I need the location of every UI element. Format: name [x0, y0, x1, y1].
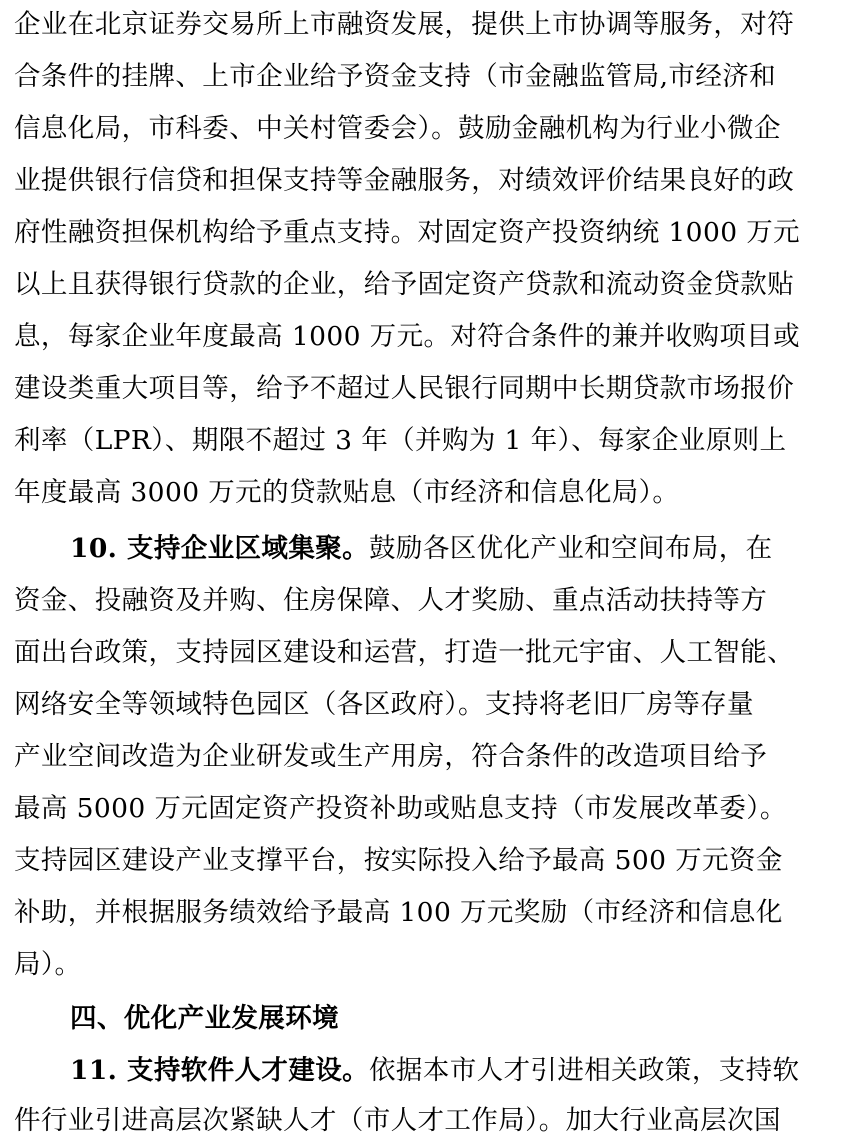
line-text: 资金、投融资及并购、住房保障、人才奖励、重点活动扶持等方	[14, 585, 768, 616]
line-text: 信息化局，市科委、中关村管委会）。鼓励金融机构为行业小微企	[14, 113, 781, 144]
line-text: 息，每家企业年度最高 1000 万元。对符合条件的兼并收购项目或	[14, 321, 801, 352]
line-text: 年度最高 3000 万元的贷款贴息（市经济和信息化局）。	[14, 477, 680, 508]
paragraph-line	[14, 208, 800, 258]
paragraph-line	[14, 52, 776, 102]
line-text: 网络安全等领域特色园区（各区政府）。支持将老旧厂房等存量	[14, 689, 754, 720]
line-text: 府性融资担保机构给予重点支持。对固定资产投资纳统 1000 万元	[14, 217, 801, 248]
paragraph-line	[14, 576, 767, 626]
line-text: 企业在北京证券交易所上市融资发展，提供上市协调等服务，对符	[14, 9, 795, 40]
section-title: 四、优化产业发展环境	[70, 1003, 339, 1034]
line-text: 利率（LPR）、期限不超过 3 年（并购为 1 年）、每家企业原则上	[14, 425, 787, 456]
item-heading: 10. 支持企业区域集聚。	[70, 533, 370, 564]
paragraph-line	[14, 1096, 781, 1146]
paragraph-line	[14, 0, 794, 50]
line-text: 合条件的挂牌、上市企业给予资金支持（市金融监管局,市经济和	[14, 61, 777, 92]
line-text: 产业空间改造为企业研发或生产用房，符合条件的改造项目给予	[14, 741, 768, 772]
line-text: 补助，并根据服务绩效给予最高 100 万元奖励（市经济和信息化	[14, 897, 783, 928]
item-line	[70, 524, 773, 574]
line-text: 建设类重大项目等，给予不超过人民银行同期中长期贷款市场报价	[14, 373, 795, 404]
paragraph-line	[14, 364, 794, 414]
paragraph-line	[14, 732, 767, 782]
paragraph-line	[14, 628, 794, 678]
line-text: 最高 5000 万元固定资产投资补助或贴息支持（市发展改革委）。	[14, 793, 787, 824]
paragraph-line	[14, 836, 783, 886]
line-text: 局）。	[14, 949, 82, 980]
line-text: 鼓励各区优化产业和空间布局，在	[369, 533, 773, 564]
paragraph-line	[14, 312, 800, 362]
item-heading: 11. 支持软件人才建设。	[70, 1055, 370, 1086]
paragraph-line	[14, 104, 781, 154]
line-text: 以上且获得银行贷款的企业，给予固定资产贷款和流动资金贷款贴	[14, 269, 795, 300]
paragraph-line	[14, 468, 679, 518]
paragraph-line	[14, 156, 794, 206]
paragraph-line	[14, 784, 787, 834]
item-line	[70, 1046, 799, 1096]
paragraph-line	[14, 940, 81, 990]
paragraph-line	[14, 888, 783, 938]
line-text: 业提供银行信贷和担保支持等金融服务，对绩效评价结果良好的政	[14, 165, 795, 196]
line-text: 依据本市人才引进相关政策，支持软	[369, 1055, 800, 1086]
section-heading	[70, 994, 339, 1044]
paragraph-line	[14, 260, 794, 310]
paragraph-line	[14, 680, 754, 730]
line-text: 件行业引进高层次紧缺人才（市人才工作局）。加大行业高层次国	[14, 1105, 781, 1136]
line-text: 支持园区建设产业支撑平台，按实际投入给予最高 500 万元资金	[14, 845, 783, 876]
paragraph-line	[14, 416, 786, 466]
line-text: 面出台政策，支持园区建设和运营，打造一批元宇宙、人工智能、	[14, 637, 795, 668]
